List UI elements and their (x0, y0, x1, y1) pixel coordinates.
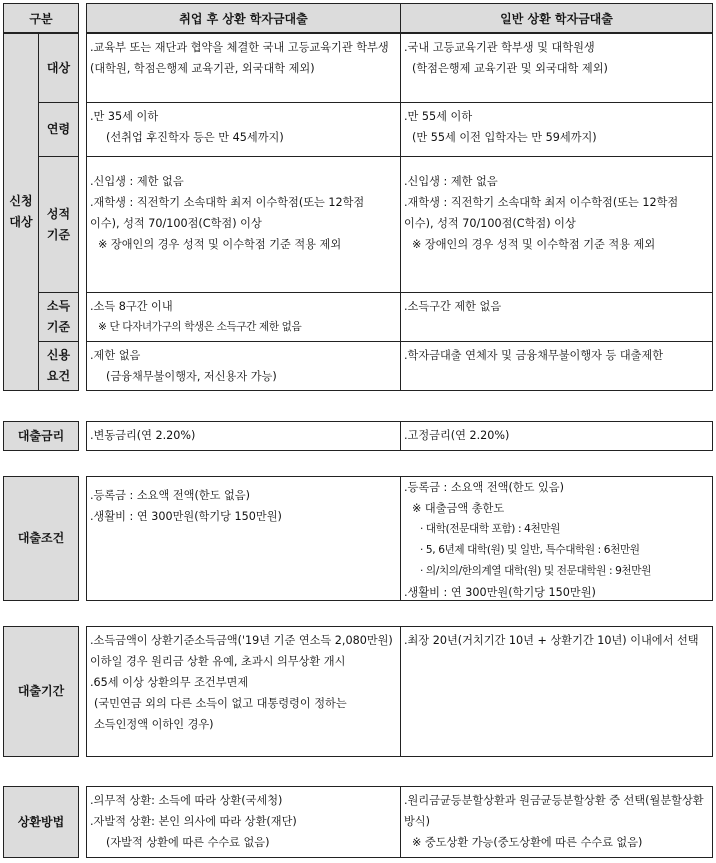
period-income-contingent: .소득금액이 상환기준소득금액('19년 기준 연소득 2,080만원) 이하일 경우 원리금 상환 유예, 초과시 의무상환 개시 .65세 이상 상환의무 조건부면제 (국민연금 외의 다른 소득이 없고 대통령령이 정하는 소득인정액 이하인 경우) (86, 626, 401, 757)
grades-income-contingent: .신입생 : 제한 없음 .재학생 : 직전학기 소속대학 최저 이수학점(또는 12학점 이수), 성적 70/100점(C학점) 이상 ※ 장애인의 경우 성적 및 이수학점 기준 적용 제외 (86, 156, 401, 293)
row-label-grades: 성적 기준 (38, 156, 79, 293)
target-general: .국내 고등교육기관 학부생 및 대학원생 (학점은행제 교육기관 및 외국대학 제외) (400, 33, 713, 103)
age-income-contingent: .만 35세 이하 (선취업 후진학자 등은 만 45세까지) (86, 102, 401, 157)
row-label-target: 대상 (38, 33, 79, 103)
credit-income-contingent: .제한 없음 (금융채무불이행자, 저신용자 가능) (86, 341, 401, 391)
category-header: 구분 (3, 3, 79, 33)
conditions-label: 대출조건 (3, 476, 79, 601)
repayment-income-contingent: .의무적 상환: 소득에 따라 상환(국세청) .자발적 상환: 본인 의사에 따라 상환(재단) (자발적 상환에 따른 수수료 없음) (86, 786, 401, 858)
period-general: .최장 20년(거치기간 10년 + 상환기간 10년) 이내에서 선택 (400, 626, 713, 757)
interest-general: .고정금리(연 2.20%) (400, 421, 713, 451)
credit-general: .학자금대출 연체자 및 금융채무불이행자 등 대출제한 (400, 341, 713, 391)
row-label-age: 연령 (38, 102, 79, 157)
column-header-general: 일반 상환 학자금대출 (400, 3, 713, 33)
target-income-contingent: .교육부 또는 재단과 협약을 체결한 국내 고등교육기관 학부생(대학원, 학점은행제 교육기관, 외국대학 제외) (86, 33, 401, 103)
income-general: .소득구간 제한 없음 (400, 292, 713, 342)
period-label: 대출기간 (3, 626, 79, 757)
age-general: .만 55세 이하 (만 55세 이전 입학자는 만 59세까지) (400, 102, 713, 157)
grades-general: .신입생 : 제한 없음 .재학생 : 직전학기 소속대학 최저 이수학점(또는 12학점 이수), 성적 70/100점(C학점) 이상 ※ 장애인의 경우 성적 및 이수학점 기준 적용 제외 (400, 156, 713, 293)
eligibility-group-label: 신청 대상 (3, 33, 39, 391)
conditions-income-contingent: .등록금 : 소요액 전액(한도 없음) .생활비 : 연 300만원(학기당 150만원) (86, 476, 401, 601)
row-label-credit: 신용 요건 (38, 341, 79, 391)
interest-income-contingent: .변동금리(연 2.20%) (86, 421, 401, 451)
row-label-income: 소득 기준 (38, 292, 79, 342)
interest-label: 대출금리 (3, 421, 79, 451)
repayment-label: 상환방법 (3, 786, 79, 858)
column-header-income-contingent: 취업 후 상환 학자금대출 (86, 3, 401, 33)
conditions-general: .등록금 : 소요액 전액(한도 있음) ※ 대출금액 총한도 · 대학(전문대학 포함) : 4천만원 · 5, 6년제 대학(원) 및 일반, 특수대학원 : 6천만원 · 의/치의/한의계열 대학(원) 및 전문대학원 : 9천만원 .생활비 : 연 300만원(학기당 150만원) (400, 476, 713, 601)
income-income-contingent: .소득 8구간 이내 ※ 단 다자녀가구의 학생은 소득구간 제한 없음 (86, 292, 401, 342)
repayment-general: .원리금균등분할상환과 원금균등분할상환 중 선택(월분할상환 방식) ※ 중도상환 가능(중도상환에 따른 수수료 없음) (400, 786, 713, 858)
